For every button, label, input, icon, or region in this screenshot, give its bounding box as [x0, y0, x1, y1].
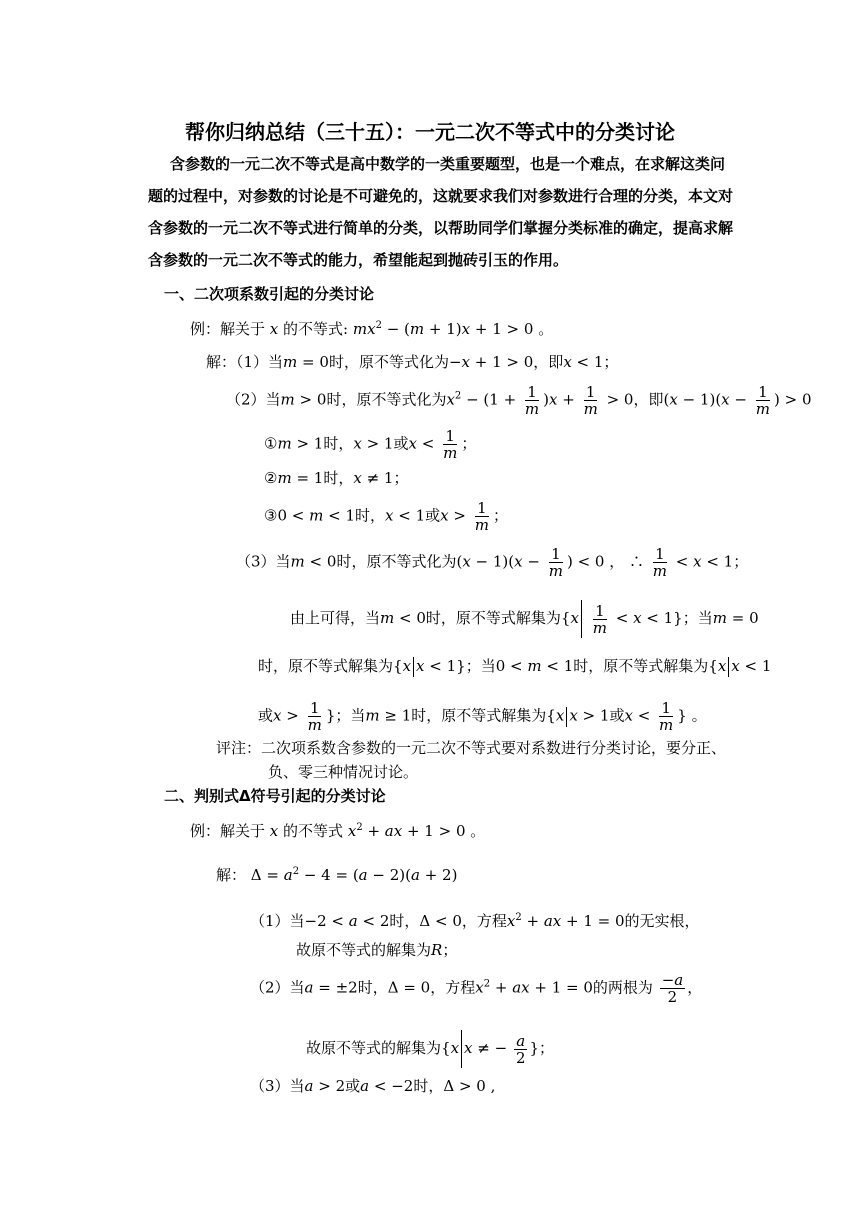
intro-line-3: 含参数的一元二次不等式进行简单的分类，以帮助同学们掌握分类标准的确定，提高求解 [148, 219, 734, 237]
section1-sub1: ①m > 1时，x > 1或x < $\frac{1}{m}$ ； [264, 427, 477, 462]
section1-summary-3: 或x > $\frac{1}{m}$ }；当m ≥ 1时，原不等式解集为{x x > 1或x < $\frac{1}{m}$ } 。 [258, 699, 707, 734]
section2-example: 例：解关于 x 的不等式 $x^2$ + ax + 1 > 0 。 [190, 822, 486, 840]
section2-case1-conclusion: 故原不等式的解集为R； [296, 941, 458, 959]
section1-case1: 解：（1）当m = 0时，原不等式化为−x + 1 > 0，即x < 1； [206, 353, 619, 371]
section1-summary-2: 时，原不等式解集为{x x < 1}；当0 < m < 1时，原不等式解集为{x x < 1 [258, 657, 772, 675]
section1-example: 例：解关于 x 的不等式: $mx^2 - (m + 1)x + 1 > 0$ 。 [190, 320, 554, 338]
section2-case1: （1）当−2 < a < 2时，Δ < 0，方程$x^2$ + ax + 1 = 0的无实根， [250, 912, 700, 930]
section2-case2-conclusion: 故原不等式的解集为{x x ≠ − $\frac{a}{2}$ }； [306, 1031, 555, 1067]
section1-comment-2: 负、零三种情况讨论。 [268, 763, 419, 781]
intro-line-1: 含参数的一元二次不等式是高中数学的一类重要题型，也是一个难点，在求解这类问 [170, 155, 726, 173]
section2-solution: 解： $\Delta = a^2 - 4 = (a - 2)(a + 2)$ [216, 866, 458, 884]
section1-comment-1: 评注：二次项系数含参数的一元二次不等式要对系数进行分类讨论，要分正、 [216, 739, 727, 757]
section1-sub3: ③0 < m < 1时，x < 1或x > $\frac{1}{m}$ ； [264, 499, 508, 534]
section2-case3: （3）当a > 2或a < −2时，Δ > 0 , [250, 1077, 496, 1095]
section1-case2: （2）当m > 0时，原不等式化为$x^2 - (1$ + $\frac{1}{m}$ )x + $\frac{1}{m}$ > 0，即(x − 1)(x − $\frac{1}{m}$ ) > 0 [226, 383, 812, 418]
section1-case3: （3）当m < 0时，原不等式化为(x − 1)(x − $\frac{1}{m}$ ) < 0 ， ∴ $\frac{1}{m}$ < x < 1； [236, 545, 749, 580]
page-title: 帮你归纳总结（三十五）：一元二次不等式中的分类讨论 [185, 120, 675, 144]
section2-case2: （2）当a = ±2时，Δ = 0，方程$x^2$ + ax + 1 = 0的两根为 $\frac{-a}{2}$ ， [250, 971, 703, 1006]
section1-heading: 一、二次项系数引起的分类讨论 [164, 285, 375, 303]
intro-line-4: 含参数的一元二次不等式的能力，希望能起到抛砖引玉的作用。 [148, 251, 569, 269]
intro-line-2: 题的过程中，对参数的讨论是不可避免的，这就要求我们对参数进行合理的分类，本文对 [148, 187, 734, 205]
section2-heading: 二、判别式Δ符号引起的分类讨论 [164, 787, 386, 805]
section1-sub2: ②m = 1时，x ≠ 1； [264, 469, 409, 487]
section1-summary-1: 由上可得，当m < 0时，原不等式解集为{x $\frac{1}{m}$ < x < 1}；当m = 0 [290, 601, 759, 637]
